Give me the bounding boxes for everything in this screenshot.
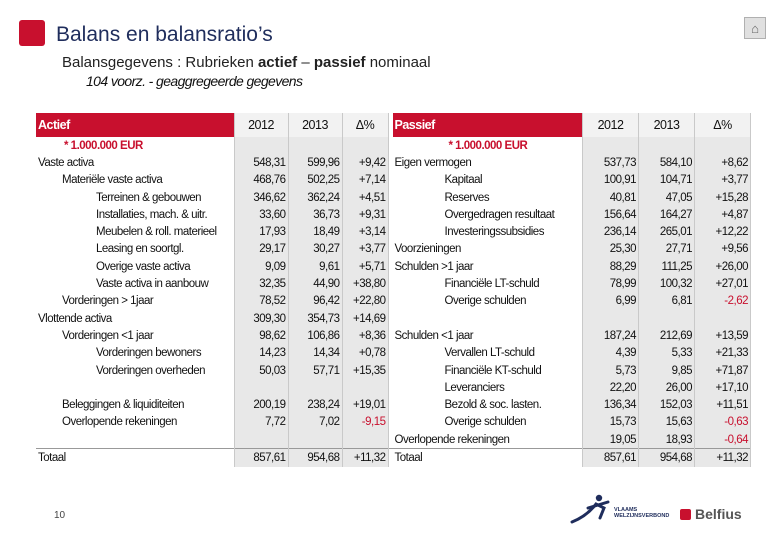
passief-2013-value: 164,27 — [639, 206, 695, 223]
actief-label: Vorderingen overheden — [36, 362, 234, 379]
passief-2012-value: 78,99 — [583, 275, 639, 292]
passief-label: Overlopende rekeningen — [393, 431, 583, 449]
actief-2012-value: 29,17 — [234, 241, 288, 258]
passief-delta-value: +17,10 — [695, 379, 751, 396]
actief-2013-value: 9,61 — [288, 258, 342, 275]
actief-2013-value — [288, 379, 342, 396]
passief-2012-value: 40,81 — [583, 189, 639, 206]
table-row — [36, 414, 751, 431]
passief-delta-value: +71,87 — [695, 362, 751, 379]
passief-2012-value: 15,73 — [583, 414, 639, 431]
passief-2012-value: 4,39 — [583, 345, 639, 362]
passief-2013-value: 111,25 — [639, 258, 695, 275]
passief-2013-value — [639, 310, 695, 327]
table-row — [36, 275, 751, 292]
actief-2012-value: 17,93 — [234, 223, 288, 240]
passief-2012-value: 22,20 — [583, 379, 639, 396]
table-row — [36, 327, 751, 344]
passief-2012-value: 19,05 — [583, 431, 639, 449]
actief-delta-value: +14,69 — [342, 310, 388, 327]
table-row — [36, 189, 751, 206]
passief-label: Eigen vermogen — [393, 154, 583, 171]
passief-2013-value: 954,68 — [639, 449, 695, 467]
passief-delta-value: +21,33 — [695, 345, 751, 362]
passief-label: Financiële KT-schuld — [393, 362, 583, 379]
passief-delta-value: -2,62 — [695, 293, 751, 310]
table-row — [36, 172, 751, 189]
actief-2012-value: 78,52 — [234, 293, 288, 310]
balance-table — [36, 113, 751, 467]
passief-2012-header: 2012 — [583, 113, 639, 137]
passief-2013-value: 9,85 — [639, 362, 695, 379]
table-row — [36, 258, 751, 275]
actief-label: Beleggingen & liquiditeiten — [36, 396, 234, 413]
actief-label — [36, 431, 234, 449]
table-row — [36, 362, 751, 379]
actief-2012-value — [234, 379, 288, 396]
actief-delta-value: +8,36 — [342, 327, 388, 344]
passief-delta-value: +27,01 — [695, 275, 751, 292]
data-note: 104 voorz. - geaggregeerde gegevens — [86, 73, 303, 89]
passief-delta-value: +8,62 — [695, 154, 751, 171]
unit-row — [36, 137, 751, 154]
actief-delta-value: +38,80 — [342, 275, 388, 292]
actief-label: Vlottende activa — [36, 310, 234, 327]
table-row — [36, 431, 751, 449]
actief-2013-value: 599,96 — [288, 154, 342, 171]
table-header-row — [36, 113, 751, 137]
passief-2013-value: 15,63 — [639, 414, 695, 431]
actief-label: Leasing en soortgl. — [36, 241, 234, 258]
passief-delta-header: Δ% — [695, 113, 751, 137]
actief-label: Overige vaste activa — [36, 258, 234, 275]
passief-2013-header: 2013 — [639, 113, 695, 137]
actief-delta-header: Δ% — [342, 113, 388, 137]
passief-label: Leveranciers — [393, 379, 583, 396]
belfius-logo — [680, 506, 742, 522]
actief-delta-value: +22,80 — [342, 293, 388, 310]
actief-2013-value: 18,49 — [288, 223, 342, 240]
passief-2013-value: 212,69 — [639, 327, 695, 344]
passief-label: Overgedragen resultaat — [393, 206, 583, 223]
passief-2012-value: 857,61 — [583, 449, 639, 467]
page-title: Balans en balansratio’s — [56, 23, 273, 46]
passief-delta-value: +3,77 — [695, 172, 751, 189]
passief-label: Overige schulden — [393, 293, 583, 310]
passief-2013-value: 104,71 — [639, 172, 695, 189]
actief-2013-value — [288, 431, 342, 449]
passief-label: Bezold & soc. lasten. — [393, 396, 583, 413]
actief-2012-value: 548,31 — [234, 154, 288, 171]
actief-2013-value: 96,42 — [288, 293, 342, 310]
actief-label: Vaste activa — [36, 154, 234, 171]
passief-delta-value: +12,22 — [695, 223, 751, 240]
actief-2013-value: 106,86 — [288, 327, 342, 344]
passief-delta-value: +11,32 — [695, 449, 751, 467]
actief-2013-value: 954,68 — [288, 449, 342, 467]
actief-2012-value: 14,23 — [234, 345, 288, 362]
passief-delta-value: +26,00 — [695, 258, 751, 275]
passief-label: Schulden <1 jaar — [393, 327, 583, 344]
actief-delta-value: +19,01 — [342, 396, 388, 413]
table-row — [36, 396, 751, 413]
vvsg-logo-text: VLAAMS WELZIJNSVERBOND — [614, 507, 670, 519]
actief-delta-value: +0,78 — [342, 345, 388, 362]
page-subtitle: Balansgegevens : Rubrieken actief – passief nominaal — [62, 54, 431, 71]
passief-delta-value: +13,59 — [695, 327, 751, 344]
actief-label: Vorderingen bewoners — [36, 345, 234, 362]
passief-header: Passief — [393, 113, 583, 137]
actief-label: Terreinen & gebouwen — [36, 189, 234, 206]
actief-header: Actief — [36, 113, 234, 137]
passief-label: Vervallen LT-schuld — [393, 345, 583, 362]
table-row — [36, 241, 751, 258]
actief-2013-value: 354,73 — [288, 310, 342, 327]
actief-2012-value: 346,62 — [234, 189, 288, 206]
table-row — [36, 293, 751, 310]
actief-2013-value: 36,73 — [288, 206, 342, 223]
passief-2012-value: 25,30 — [583, 241, 639, 258]
passief-label: Investeringssubsidies — [393, 223, 583, 240]
passief-2013-value: 265,01 — [639, 223, 695, 240]
passief-label: Totaal — [393, 449, 583, 467]
actief-delta-value: +7,14 — [342, 172, 388, 189]
actief-2012-value: 857,61 — [234, 449, 288, 467]
actief-label: Vaste activa in aanbouw — [36, 275, 234, 292]
passief-2012-value: 100,91 — [583, 172, 639, 189]
actief-delta-value: -9,15 — [342, 414, 388, 431]
actief-label: Installaties, mach. & uitr. — [36, 206, 234, 223]
title-accent-block — [19, 20, 45, 46]
passief-delta-value: +4,87 — [695, 206, 751, 223]
actief-label: Materiële vaste activa — [36, 172, 234, 189]
passief-delta-value: -0,63 — [695, 414, 751, 431]
actief-2013-value: 362,24 — [288, 189, 342, 206]
actief-2012-header: 2012 — [234, 113, 288, 137]
actief-2012-value: 33,60 — [234, 206, 288, 223]
actief-delta-value: +4,51 — [342, 189, 388, 206]
passief-delta-value: +11,51 — [695, 396, 751, 413]
actief-label — [36, 379, 234, 396]
table-row — [36, 345, 751, 362]
passief-2013-value: 26,00 — [639, 379, 695, 396]
actief-2013-value: 238,24 — [288, 396, 342, 413]
actief-2013-value: 502,25 — [288, 172, 342, 189]
passief-label — [393, 310, 583, 327]
passief-delta-value: -0,64 — [695, 431, 751, 449]
actief-label: Vorderingen <1 jaar — [36, 327, 234, 344]
table-row — [36, 449, 751, 467]
passief-2012-value: 88,29 — [583, 258, 639, 275]
actief-2013-value: 7,02 — [288, 414, 342, 431]
actief-2013-value: 14,34 — [288, 345, 342, 362]
actief-2012-value: 7,72 — [234, 414, 288, 431]
home-icon[interactable]: ⌂ — [744, 17, 766, 39]
passief-2012-value — [583, 310, 639, 327]
passief-2013-value: 27,71 — [639, 241, 695, 258]
actief-2012-value: 50,03 — [234, 362, 288, 379]
belfius-wordmark: Belfius — [695, 506, 742, 522]
actief-2013-value: 57,71 — [288, 362, 342, 379]
actief-delta-value: +9,31 — [342, 206, 388, 223]
passief-label: Voorzieningen — [393, 241, 583, 258]
passief-2013-value: 47,05 — [639, 189, 695, 206]
actief-label: Overlopende rekeningen — [36, 414, 234, 431]
actief-2012-value — [234, 431, 288, 449]
actief-delta-value: +15,35 — [342, 362, 388, 379]
actief-label: Meubelen & roll. materieel — [36, 223, 234, 240]
passief-label: Overige schulden — [393, 414, 583, 431]
actief-unit-label: * 1.000.000 EUR — [36, 137, 234, 154]
actief-delta-value — [342, 431, 388, 449]
passief-label: Kapitaal — [393, 172, 583, 189]
actief-delta-value: +3,77 — [342, 241, 388, 258]
passief-2012-value: 236,14 — [583, 223, 639, 240]
passief-delta-value: +15,28 — [695, 189, 751, 206]
table-row — [36, 379, 751, 396]
actief-delta-value: +5,71 — [342, 258, 388, 275]
actief-2012-value: 200,19 — [234, 396, 288, 413]
passief-2013-value: 100,32 — [639, 275, 695, 292]
passief-unit-label: * 1.000.000 EUR — [393, 137, 583, 154]
actief-2012-value: 98,62 — [234, 327, 288, 344]
actief-delta-value: +3,14 — [342, 223, 388, 240]
actief-delta-value: +9,42 — [342, 154, 388, 171]
passief-label: Reserves — [393, 189, 583, 206]
actief-label: Vorderingen > 1jaar — [36, 293, 234, 310]
passief-2012-value: 6,99 — [583, 293, 639, 310]
passief-2012-value: 537,73 — [583, 154, 639, 171]
passief-2013-value: 584,10 — [639, 154, 695, 171]
actief-2012-value: 9,09 — [234, 258, 288, 275]
passief-2012-value: 187,24 — [583, 327, 639, 344]
table-row — [36, 310, 751, 327]
passief-2013-value: 18,93 — [639, 431, 695, 449]
actief-2013-value: 30,27 — [288, 241, 342, 258]
actief-2012-value: 309,30 — [234, 310, 288, 327]
actief-label: Totaal — [36, 449, 234, 467]
passief-2013-value: 5,33 — [639, 345, 695, 362]
passief-2012-value: 5,73 — [583, 362, 639, 379]
passief-delta-value — [695, 310, 751, 327]
actief-2013-header: 2013 — [288, 113, 342, 137]
passief-label: Schulden >1 jaar — [393, 258, 583, 275]
actief-delta-value — [342, 379, 388, 396]
actief-2012-value: 32,35 — [234, 275, 288, 292]
passief-label: Financiële LT-schuld — [393, 275, 583, 292]
passief-2012-value: 136,34 — [583, 396, 639, 413]
passief-2013-value: 6,81 — [639, 293, 695, 310]
table-row — [36, 206, 751, 223]
passief-delta-value: +9,56 — [695, 241, 751, 258]
page-number: 10 — [54, 510, 66, 521]
actief-2013-value: 44,90 — [288, 275, 342, 292]
belfius-mark-icon — [680, 509, 691, 520]
actief-2012-value: 468,76 — [234, 172, 288, 189]
table-row — [36, 154, 751, 171]
passief-2012-value: 156,64 — [583, 206, 639, 223]
passief-2013-value: 152,03 — [639, 396, 695, 413]
actief-delta-value: +11,32 — [342, 449, 388, 467]
table-row — [36, 223, 751, 240]
